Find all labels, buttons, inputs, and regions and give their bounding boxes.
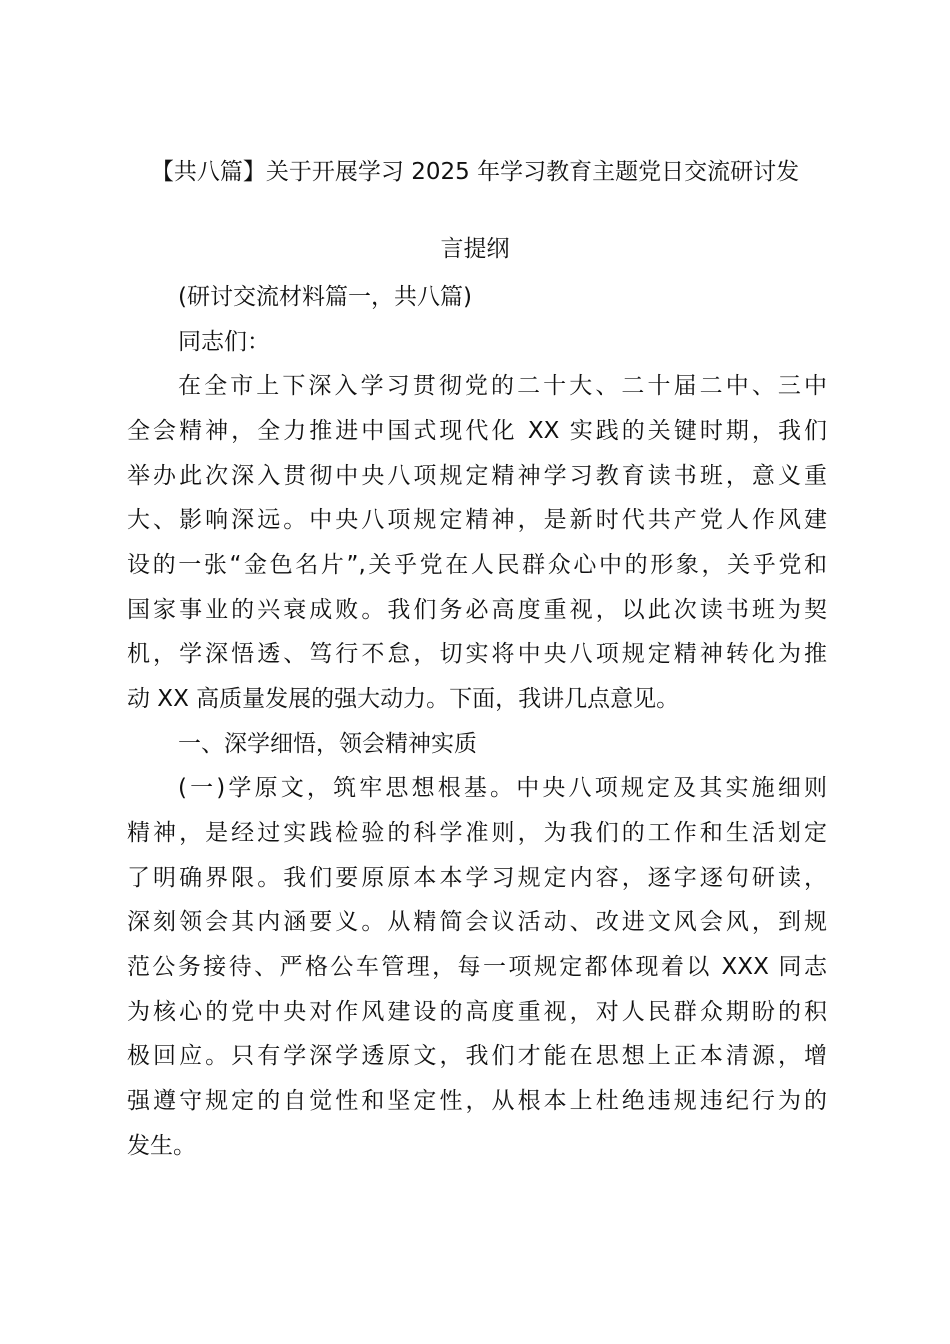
- section-1-heading: 一、深学细悟，领会精神实质: [178, 731, 477, 757]
- document-subtitle: (研讨交流材料篇一，共八篇): [178, 284, 472, 310]
- paragraph-2-line: 深刻领会其内涵要义。从精简会议活动、改进文风会风，到规: [127, 909, 827, 935]
- paragraph-2-line: 强遵守规定的自觉性和坚定性，从根本上杜绝违规违纪行为的: [127, 1088, 827, 1114]
- paragraph-2-line: 发生。: [127, 1133, 196, 1159]
- paragraph-1-line: 举办此次深入贯彻中央八项规定精神学习教育读书班，意义重: [127, 463, 827, 489]
- paragraph-1-line: 大、影响深远。中央八项规定精神，是新时代共产党人作风建: [127, 507, 827, 533]
- paragraph-2-line: 范公务接待、严格公车管理，每一项规定都体现着以 XXX 同志: [127, 954, 827, 980]
- paragraph-2-line: 精神，是经过实践检验的科学准则，为我们的工作和生活划定: [127, 820, 827, 846]
- paragraph-1-line: 设的一张“金色名片”,关乎党在人民群众心中的形象，关乎党和: [127, 552, 827, 578]
- paragraph-1-line: 国家事业的兴衰成败。我们务必高度重视，以此次读书班为契: [127, 597, 827, 623]
- paragraph-2-line: 了明确界限。我们要原原本本学习规定内容，逐字逐句研读，: [127, 865, 827, 891]
- paragraph-2-line: (一)学原文，筑牢思想根基。中央八项规定及其实施细则: [178, 775, 827, 801]
- document-title-line-2: 言提纲: [440, 236, 510, 262]
- document-title-line-1: 【共八篇】关于开展学习 2025 年学习教育主题党日交流研讨发: [150, 159, 800, 185]
- paragraph-1-line: 机，学深悟透、笃行不怠，切实将中央八项规定精神转化为推: [127, 641, 827, 667]
- paragraph-1-line: 全会精神，全力推进中国式现代化 XX 实践的关键时期，我们: [127, 418, 827, 444]
- salutation: 同志们：: [178, 329, 270, 355]
- paragraph-2-line: 为核心的党中央对作风建设的高度重视，对人民群众期盼的积: [127, 999, 827, 1025]
- paragraph-1-line: 在全市上下深入学习贯彻党的二十大、二十届二中、三中: [178, 373, 827, 399]
- paragraph-2-line: 极回应。只有学深学透原文，我们才能在思想上正本清源，增: [127, 1043, 827, 1069]
- paragraph-1-line: 动 XX 高质量发展的强大动力。下面，我讲几点意见。: [127, 686, 680, 712]
